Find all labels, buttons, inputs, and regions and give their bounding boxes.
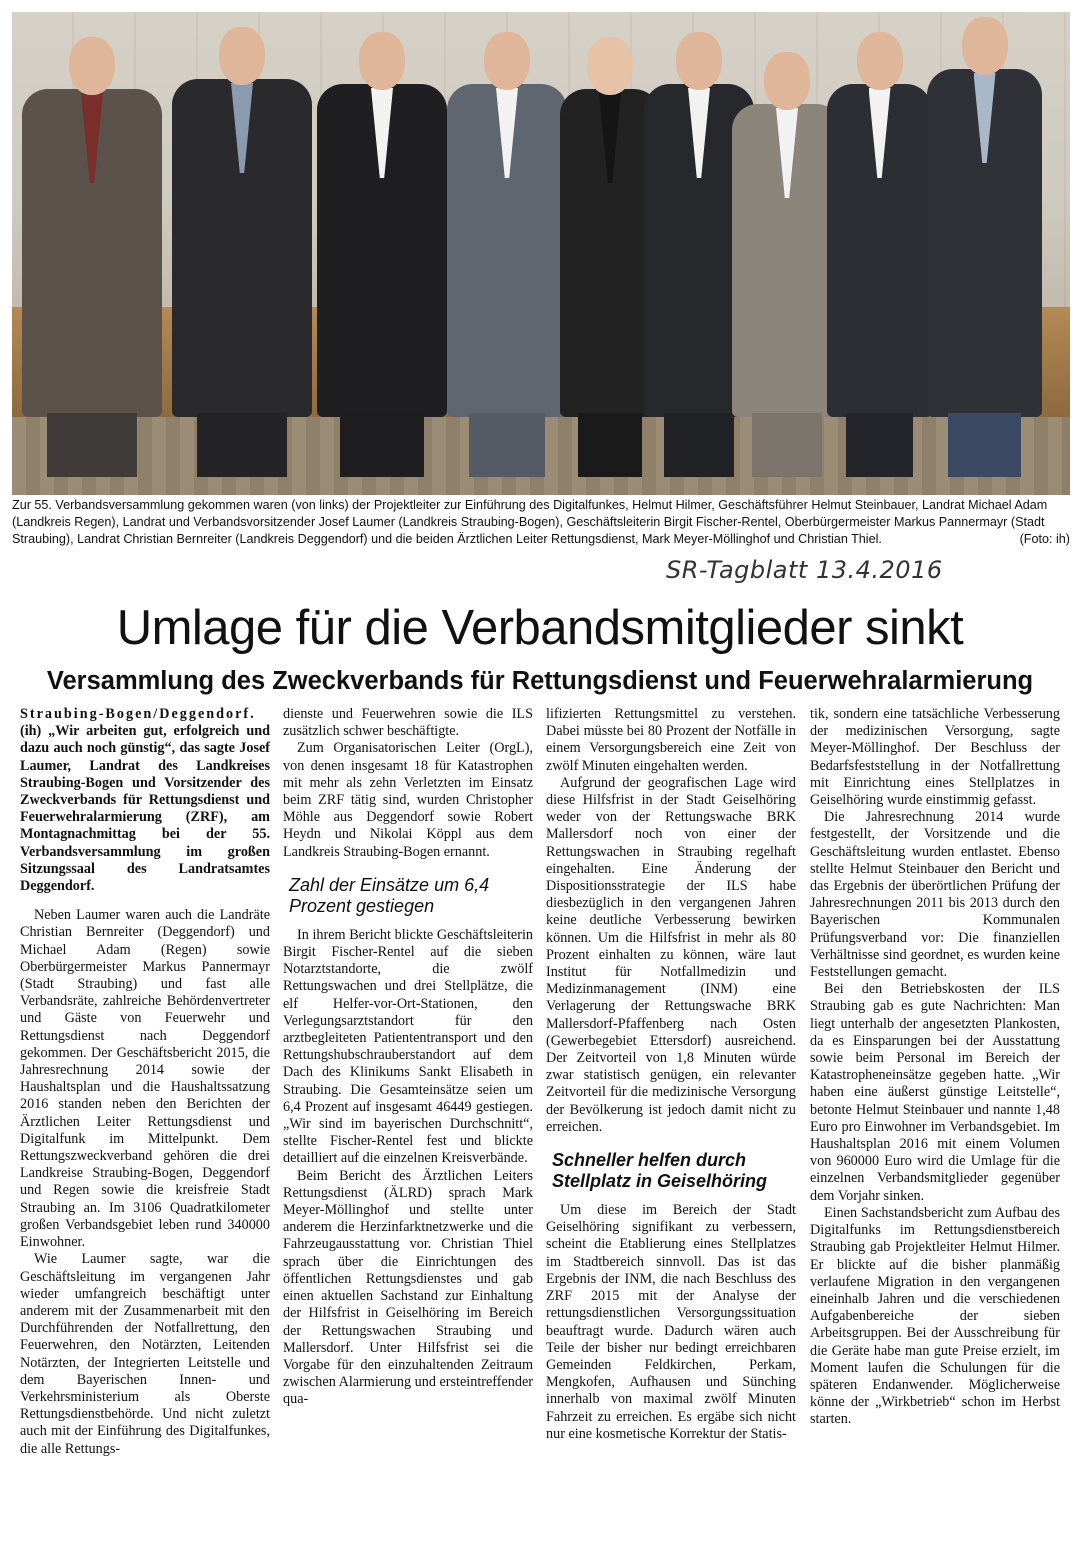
- paragraph: In ihrem Bericht blickte Geschäftsleiterin Birgit Fischer-Rentel auf die sieben Notarztstandorte, die zwölf Rettungswachen und drei Stellplätze, die elf Helfer-vor-Ort-Stationen, den Verlegungsarztstandort für den arztbegleiteten Patiententransport und den Rettungshubschrauberstandort auf dem Dach des Klinikums Sankt Elisabeth in Straubing. Die Gesamteinsätze seien um 6,4 Prozent auf insgesamt 46449 gestiegen. „Wir sind im bayerischen Durchschnitt“, stellte Fischer-Rentel fest und blickte detailliert auf die einzelnen Kreisverbände.: [283, 926, 533, 1167]
- headline: Umlage für die Verbandsmitglieder sinkt: [116, 601, 964, 655]
- person-1: [22, 37, 162, 477]
- column-2: [283, 706, 533, 1542]
- person-4: [447, 32, 567, 477]
- dateline: Straubing-Bogen/Deggendorf.: [20, 706, 256, 722]
- person-2: [172, 27, 312, 477]
- caption-text: Zur 55. Verbandsversammlung gekommen waren (von links) der Projektleiter zur Einführung des Digitalfunkes, Helmut Hilmer, Geschäftsführer Helmut Steinbauer, Landrat Michael Adam (Landkreis Regen), Landrat und Verbandsvorsitzender Josef Laumer (Landkreis Straubing-Bogen), Geschäftsleiterin Birgit Fischer-Rentel, Oberbürgermeister Markus Pannermayr (Stadt Straubing), Landrat Christian Bernreiter (Landkreis Deggendorf) und die beiden Ärztlichen Leiter Rettungsdienst, Mark Meyer-Möllinghof und Christian Thiel.: [12, 498, 1048, 546]
- paragraph: Einen Sachstandsbericht zum Aufbau des Digitalfunks im Rettungsdienstbereich Straubing gab Projektleiter Helmut Hilmer. Er blickte auf die bisher planmäßig verlaufene Migration in den vergangenen eineinhalb Jahren und die verschiedenen Aufgabenbereiche der sieben Arbeitsgruppen. Bei der Ausschreibung für die Geräte habe man gute Preise erzielt, im Moment laufen die Schulungen für die späteren Endanwender. Möglicherweise könne der „Wirkbetrieb“ schon im Herbst starten.: [810, 1204, 1060, 1428]
- person-8: [827, 32, 932, 477]
- paragraph: Die Jahresrechnung 2014 wurde festgestellt, der Vorsitzende und die Geschäftsleitung wurden entlastet. Ebenso stellte Helmut Steinbauer den Bericht und das Ergebnis der überörtlichen Prüfung der Jahresrechnungen 2011 bis 2013 durch den Bayerischen Kommunalen Prüfungsverband vor: Die finanziellen Verhältnisse sind geordnet, es wurden keine Feststellungen gemacht.: [810, 809, 1060, 981]
- lead-paragraph: [20, 706, 270, 895]
- paragraph: dienste und Feuerwehren sowie die ILS zusätzlich schwer beschäftigte.: [283, 706, 533, 740]
- person-7: [732, 52, 842, 477]
- paragraph: Zum Organisatorischen Leiter (OrgL), von denen insgesamt 18 für Katastrophen mit mehr als zehn Verletzten im Einsatz beim ZRF tätig sind, wurden Christopher Möhle aus Deggendorf sowie Robert Heydn und Nikolai Köppl aus dem Landkreis Straubing-Bogen ernannt.: [283, 740, 533, 860]
- subheadline: Versammlung des Zweckverbands für Rettungsdienst und Feuerwehralarmierung: [46, 667, 1034, 695]
- subheading: Schneller helfen durch Stellplatz in Geiselhöring: [552, 1150, 768, 1192]
- paragraph: tik, sondern eine tatsächliche Verbesserung der medizinischen Versorgung, sagte Meyer-Möllinghof. Der Beschluss der Bedarfsfeststellung in der Notfallrettung mit Einrichtung eines Stellplatzes in Geiselhöring wurde einstimmig gefasst.: [810, 706, 1060, 809]
- group-photo: [12, 12, 1070, 495]
- paragraph: Um diese im Bereich der Stadt Geiselhöring signifikant zu verbessern, scheint die Etablierung eines Stellplatzes im Stadtbereich sinnvoll. Das ist das Ergebnis der INM, die nach Beschluss des ZRF 2015 mit der Analyse der rettungsdienstlichen Versorgungssituation beauftragt wurde. Dadurch wären auch Teile der bisher nur bedingt erreichbaren Gemeinden Feldkirchen, Perkam, Mengkofen, Aufhausen und Sünching innerhalb von maximal zwölf Minuten Fahrzeit zu erreichen. Es ergäbe sich nicht nur eine kosmetische Korrektur der Statis-: [546, 1202, 796, 1442]
- paragraph: lifizierten Rettungsmittel zu verstehen. Dabei müsste bei 80 Prozent der Notfälle in einem Versorgungsbereich eine Zeit von zwölf Minuten eingehalten werden.: [546, 706, 796, 774]
- article-body: [20, 706, 1070, 1542]
- handwritten-source-note: SR-Tagblatt 13.4.2016: [666, 556, 943, 584]
- photo-caption: [12, 497, 1070, 548]
- paragraph: Neben Laumer waren auch die Landräte Christian Bernreiter (Deggendorf) und Michael Adam (Regen) sowie Oberbürgermeister Markus Pannermayr (Stadt Straubing) und fast alle Verbandsräte, zahlreiche Behördenvertreter und Gäste von Feuerwehr und Rettungsdienst nach Deggendorf gekommen. Der Geschäftsbericht 2015, die Jahresrechnung 2014 sowie der Haushaltsplan und die Haushaltssatzung 2016 standen neben den Berichten der Ärztlichen Leiter Rettungsdienst und Digitalfunk im Mittelpunkt. Dem Rettungszweckverband gehören die drei Landkreise Straubing-Bogen, Deggendorf und Regen sowie die kreisfreie Stadt Straubing an. Im 3106 Quadratkilometer großen Verbandsgebiet leben rund 340000 Einwohner.: [20, 907, 270, 1251]
- paragraph: Aufgrund der geografischen Lage wird diese Hilfsfrist in der Stadt Geiselhöring weder von der Rettungswache BRK Mallersdorf noch von einer der Rettungswachen in Straubing regelhaft eingehalten. Eine Änderung der Dispositionsstrategie der ILS habe diesbezüglich in den vergangenen Jahren keine deutliche Verbesserung bewirken können. Um die Hilfsfrist in mehr als 80 Prozent einhalten zu können, wäre laut Institut für Notfallmedizin und Medizinmanagement (INM) eine Verlagerung der Rettungswache BRK Mallersdorf-Pfaffenberg nach Osten (Gewerbegebiet Ettersdorf) ausreichend. Der Zeitvorteil von 1,8 Minuten würde zwar statistisch genügen, ein relevanter Zeitvorteil für die medizinische Versorgung der Bevölkerung ist jedoch damit nicht zu erreichen.: [546, 774, 796, 1135]
- column-4: [810, 706, 1060, 1542]
- photo-credit: (Foto: ih): [1019, 532, 1070, 546]
- column-1: [20, 706, 270, 1542]
- paragraph: Bei den Betriebskosten der ILS Straubing gab es gute Nachrichten: Man liegt unterhalb der angesetzten Plankosten, da es Einsparungen bei der Ausstattung sowie beim Personal im Bereich der Katastropheneinsätze gegeben hatte. „Wir haben eine äußerst günstige Leitstelle“, betonte Helmut Steinbauer und nannte 1,48 Euro pro Einwohner im Verbandsgebiet. Im Haushaltsplan 2016 mit einem Volumen von 960000 Euro wird die Umlage für die einzelnen Verbandsmitglieder gegenüber dem Vorjahr sinken.: [810, 981, 1060, 1204]
- paragraph: Wie Laumer sagte, war die Geschäftsleitung im vergangenen Jahr wieder umfangreich beschäftigt unter anderem mit der Zusammenarbeit mit den Durchführenden der Notfallrettung, den Feuerwehren, den Notärzten, Leitenden Notärzten, der Integrierten Leitstelle und dem Bayerischen Innen- und Verkehrsministerium als Oberste Rettungsdienstbehörde. Und nicht zuletzt auch mit der Einführung des Digitalfunkes, die alle Rettungs-: [20, 1251, 270, 1457]
- paragraph: Beim Bericht des Ärztlichen Leiters Rettungsdienst (ÄLRD) sprach Mark Meyer-Möllinghof und stellte unter anderem die Herzinfarktnetzwerke und die Fahrzeugausstattung vor. Christian Thiel sprach über die Einrichtungen des öffentlichen Rettungsdienstes und gab einen aktuellen Sachstand zur Einhaltung der Hilfsfrist in Geiselhöring im Bereich der Rettungswachen Straubing und Mallersdorf. Unter Hilfsfrist sei die Vorgabe für den einzuhaltenden Zeitraum zwischen Alarmierung und ersteintreffender qua-: [283, 1167, 533, 1408]
- column-3: [546, 706, 796, 1542]
- lead-text: (ih) „Wir arbeiten gut, erfolgreich und dazu auch noch günstig“, das sagte Josef Laumer, Landrat des Landkreises Straubing-Bogen und Vorsitzender des Zweckverbands für Rettungsdienst und Feuerwehralarmierung (ZRF), am Montagnachmittag bei der 55. Verbandsversammlung im großen Sitzungssaal des Landratsamtes Deggendorf.: [20, 723, 270, 895]
- person-3: [317, 32, 447, 477]
- person-9: [927, 17, 1042, 477]
- subheading: Zahl der Einsätze um 6,4 Prozent gestiegen: [289, 874, 490, 916]
